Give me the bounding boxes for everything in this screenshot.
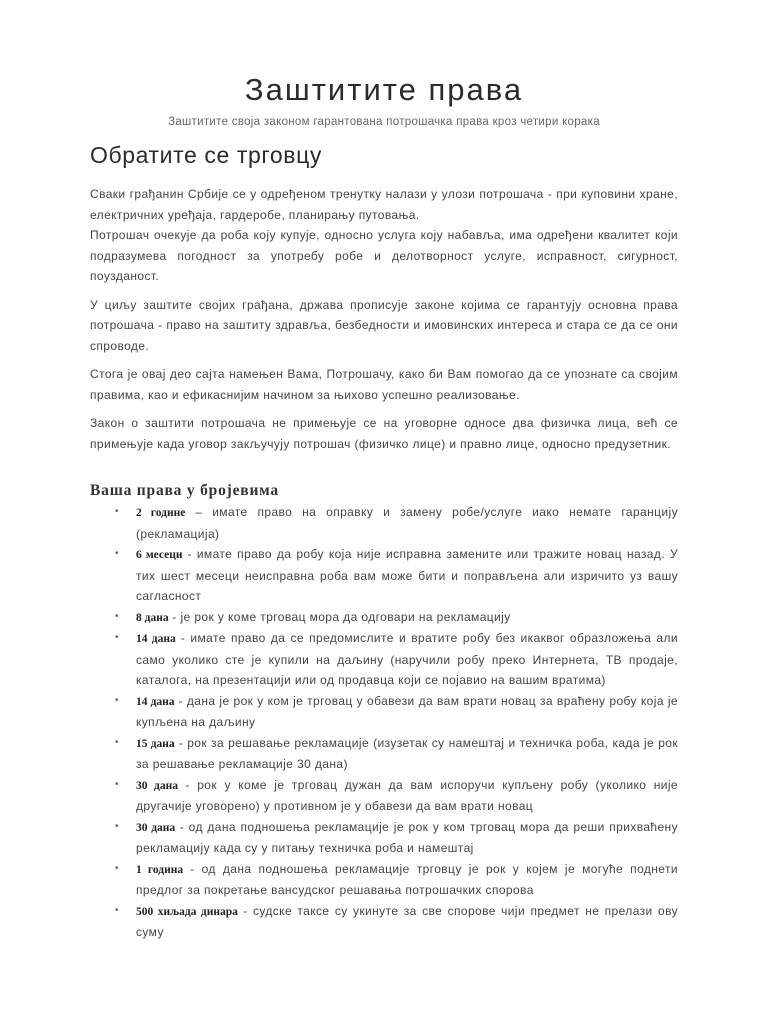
paragraph-3: У циљу заштите својих грађана, држава прописује законе којима се гарантују основна права потрошача - право на заштиту здравља, безбедности и имовинских интереса и стара се да се они спроводе. bbox=[90, 297, 678, 353]
paragraph-2: Потрошач очекује да роба коју купује, односно услуга коју набавља, има одређени квалитет који подразумева погодност за употребу робе и делотворност услуге, исправност, сигурност, поузданост. bbox=[90, 228, 678, 283]
bullet-icon: • bbox=[115, 862, 119, 874]
rights-text: - од дана подношења рекламације је рок у ком трговац мора да реши прихваћену рекламацију када су у питању техничка роба и намештај bbox=[136, 819, 678, 855]
list-item bbox=[115, 544, 678, 607]
paragraph-5: Закон о заштити потрошача не примењује се на уговорне односе два физичка лица, већ се примењује када уговор закључују потрошач (физичко лице) и правно лице, односно предузетник. bbox=[90, 416, 678, 451]
list-item bbox=[115, 607, 678, 629]
bullet-icon: • bbox=[115, 610, 119, 622]
bullet-icon: • bbox=[115, 904, 119, 916]
rights-text: - дана је рок у ком је трговац у обавези да вам врати новац за враћену робу која је купљена на даљину bbox=[136, 693, 678, 729]
rights-term: 30 дана bbox=[136, 821, 176, 834]
bullet-icon: • bbox=[115, 548, 119, 559]
rights-term: 6 месеци bbox=[136, 549, 183, 561]
rights-term: 500 хиљада динара bbox=[136, 905, 238, 918]
list-item bbox=[115, 817, 678, 859]
list-item bbox=[115, 502, 679, 544]
rights-heading: Ваша права у бројевима bbox=[90, 482, 279, 499]
rights-text: - рок у коме је трговац дужан да вам испоручи купљену робу (уколико није другачије уговорено) у противном је у обавези да вам врати новац bbox=[136, 777, 678, 813]
rights-term: 2 године bbox=[136, 507, 186, 519]
bullet-icon: • bbox=[115, 820, 119, 832]
rights-text: – имате право на оправку и замену робе/услуге иако немате гаранцију (рекламација) bbox=[136, 505, 679, 541]
bullet-icon: • bbox=[115, 506, 119, 517]
bullet-icon: • bbox=[115, 632, 119, 643]
rights-text: - је рок у коме трговац мора да одговари на рекламацију bbox=[168, 609, 511, 624]
page-subtitle: Заштитите своја законом гарантована потрошачка права кроз четири корака bbox=[168, 116, 600, 128]
rights-term: 15 дана bbox=[136, 737, 175, 750]
section-heading: Обратите се трговцу bbox=[90, 142, 322, 168]
rights-term: 14 дана bbox=[136, 633, 176, 645]
page-title: Заштитите права bbox=[244, 72, 524, 107]
rights-term: 30 дана bbox=[136, 779, 178, 792]
bullet-icon: • bbox=[115, 736, 119, 748]
rights-text: - рок за решавање рекламације (изузетак су намештај и техничка роба, када је рок за решавање рекламације 30 дана) bbox=[136, 735, 678, 771]
rights-text: - имате право да робу која није исправна замените или тражите новац назад. У тих шест месеци неисправна роба вам може бити и поправљена али изричито уз вашу сагласност bbox=[136, 547, 678, 603]
rights-text: - од дана подношења рекламације трговцу је рок у којем је могуће поднети предлог за покретање вансудског решавања потрошачких спорова bbox=[136, 861, 678, 897]
bullet-icon: • bbox=[115, 694, 119, 706]
rights-text: - имате право да се предомислите и вратите робу без икаквог образложења али само уколико сте је купили на даљину (наручили робу преко Интернета, ТВ продаје, каталога, на презентацији или од продавца који се појавио на вашим вратима) bbox=[136, 631, 678, 687]
paragraph-1: Сваки грађанин Србије се у одређеном тренутку налази у улози потрошача - при куповини хране, електричних уређаја, гардеробе, планирању путовања. bbox=[90, 187, 678, 222]
rights-term: 14 дана bbox=[136, 695, 175, 708]
rights-list bbox=[90, 502, 678, 943]
section-body bbox=[90, 184, 678, 454]
list-item bbox=[115, 901, 678, 943]
list-item bbox=[115, 691, 678, 733]
bullet-icon: • bbox=[115, 778, 119, 790]
list-item bbox=[115, 775, 678, 817]
paragraph-4: Стога је овај део сајта намењен Вама, Потрошачу, како би Вам помогао да се упознате са својим правима, као и ефикаснијим начином за њихово успешно реализовање. bbox=[90, 367, 678, 402]
list-item bbox=[115, 628, 678, 691]
rights-term: 1 година bbox=[136, 863, 184, 876]
rights-term: 8 дана bbox=[136, 611, 169, 624]
list-item bbox=[115, 733, 678, 775]
rights-text: - судске таксе су укинуте за све спорове чији предмет не прелази ову суму bbox=[136, 903, 678, 939]
list-item bbox=[115, 859, 678, 901]
